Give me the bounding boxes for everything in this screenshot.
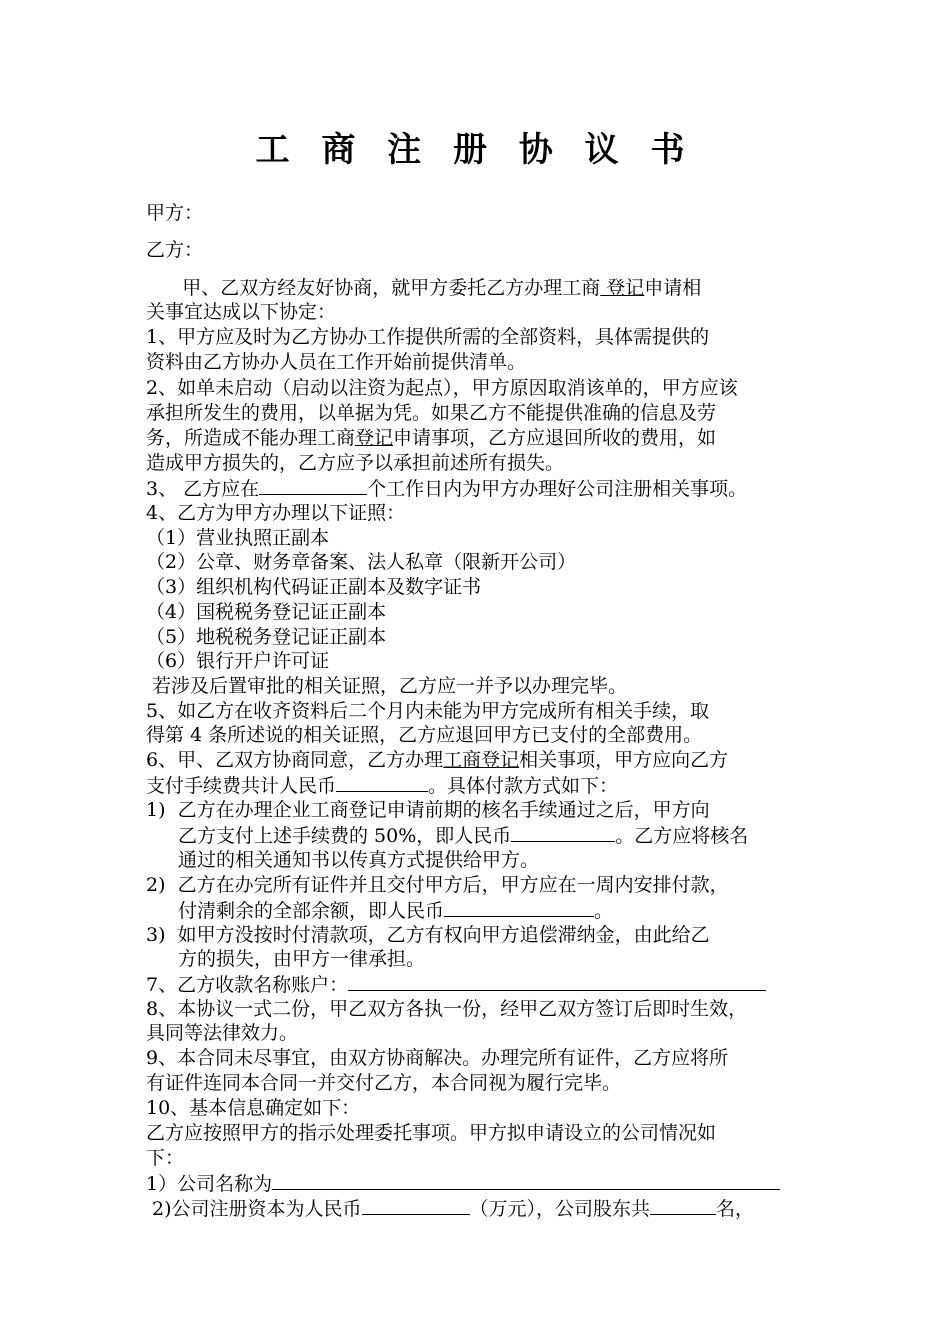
party-b-label: 乙方： <box>146 239 204 261</box>
clause-5-line-2: 得第 4 条所述说的相关证照，乙方应退回甲方已支付的全部费用。 <box>146 724 703 746</box>
clause-8-line-1: 8、本协议一式二份，甲乙双方各执一份，经甲乙双方签订后即时生效， <box>146 998 748 1020</box>
clause-1-line-2: 资料由乙方协办人员在工作开始前提供清单。 <box>146 351 527 373</box>
clause-4-item-2: （2）公章、财务章备案、法人私章（限新开公司） <box>146 551 577 573</box>
company-name-blank <box>272 1171 780 1190</box>
clause-4-item-1: （1）营业执照正副本 <box>146 527 330 549</box>
capital-blank <box>362 1196 470 1215</box>
clause-4-item-4: （4）国税税务登记证正副本 <box>146 601 387 623</box>
payment-3-line-2: 方的损失，由甲方一律承担。 <box>178 948 426 970</box>
clause-2-line-4: 造成甲方损失的，乙方应予以承担前述所有损失。 <box>146 452 565 474</box>
clause-9-line-2: 有证件连同本合同一并交付乙方，本合同视为履行完毕。 <box>146 1072 622 1094</box>
payment-1-line-1: 1) 乙方在办理企业工商登记申请前期的核名手续通过之后，甲方向 <box>146 799 710 821</box>
underlined-business-registration: 工商登记 <box>443 749 520 771</box>
underlined-registration: 登记 <box>600 277 645 299</box>
clause-4-item-5: （5）地税税务登记证正副本 <box>146 626 387 648</box>
clause-7: 7、乙方收款名称账户： <box>146 972 766 998</box>
document-title: 工 商 注 册 协 议 书 <box>255 130 695 170</box>
balance-payment-blank <box>444 898 594 917</box>
clause-2-line-3: 务，所造成不能办理工商登记申请事项，乙方应退回所收的费用，如 <box>146 427 717 449</box>
intro-line-2: 关事宜达成以下协定： <box>146 301 337 323</box>
payment-2-line-2: 付清剩余的全部余额，即人民币 。 <box>178 900 614 922</box>
clause-4-item-6: （6）银行开户许可证 <box>146 650 330 672</box>
clause-10: 10、基本信息确定如下： <box>146 1097 361 1119</box>
total-fee-blank <box>336 773 428 792</box>
payment-2-line-1: 2) 乙方在办完所有证件并且交付甲方后，甲方应在一周内安排付款， <box>146 874 729 896</box>
clause-10-line-2: 下： <box>146 1147 185 1169</box>
clause-4-note: 若涉及后置审批的相关证照，乙方应一并予以办理完毕。 <box>152 675 628 697</box>
first-payment-blank <box>511 823 615 842</box>
clause-1-line-1: 1、甲方应及时为乙方协办工作提供所需的全部资料，具体需提供的 <box>146 326 710 348</box>
info-registered-capital: 2)公司注册资本为人民币 （万元），公司股东共 名， <box>152 1198 755 1220</box>
party-a-label: 甲方： <box>146 202 204 224</box>
clause-6-line-2: 支付手续费共计人民币 。具体付款方式如下： <box>146 775 619 797</box>
days-blank <box>259 476 367 495</box>
clause-5-line-1: 5、如乙方在收齐资料后二个月内未能为甲方完成所有相关手续，取 <box>146 700 710 722</box>
account-name-blank <box>348 972 766 991</box>
clause-10-line-1: 乙方应按照甲方的指示处理委托事项。甲方拟申请设立的公司情况如 <box>146 1122 717 1144</box>
clause-3: 3、 乙方应在 个工作日内为甲方办理好公司注册相关事项。 <box>146 478 748 500</box>
info-company-name: 1）公司名称为 <box>146 1171 780 1197</box>
clause-4-item-3: （3）组织机构代码证正副本及数字证书 <box>146 576 482 598</box>
underlined-registration: 登记 <box>355 427 394 449</box>
payment-1-line-3: 通过的相关通知书以传真方式提供给甲方。 <box>178 849 540 871</box>
clause-9-line-1: 9、本合同未尽事宜，由双方协商解决。办理完所有证件，乙方应将所 <box>146 1047 729 1069</box>
shareholder-count-blank <box>650 1196 716 1215</box>
payment-1-line-2: 乙方支付上述手续费的 50%，即人民币 。乙方应将核名 <box>178 825 749 847</box>
clause-4: 4、乙方为甲方办理以下证照： <box>146 502 406 524</box>
payment-3-line-1: 3) 如甲方没按时付清款项，乙方有权向甲方追偿滞纳金，由此给乙 <box>146 924 710 946</box>
clause-2-line-2: 承担所发生的费用，以单据为凭。如果乙方不能提供准确的信息及劳 <box>146 402 717 424</box>
intro-line-1: 甲、乙双方经友好协商，就甲方委托乙方办理工商 登记申请相 <box>146 277 702 299</box>
clause-6-line-1: 6、甲、乙双方协商同意，乙方办理工商登记相关事项，甲方应向乙方 <box>146 749 729 771</box>
clause-8-line-2: 具同等法律效力。 <box>146 1022 299 1044</box>
clause-2-line-1: 2、如单未启动（启动以注资为起点），甲方原因取消该单的，甲方应该 <box>146 377 738 399</box>
